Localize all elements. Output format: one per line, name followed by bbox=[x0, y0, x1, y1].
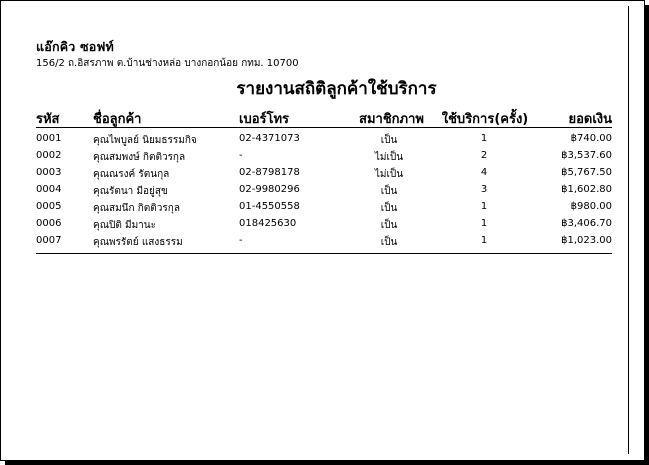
cell-phone: 018425630 bbox=[239, 218, 297, 229]
page-shadow-bottom bbox=[5, 460, 649, 465]
cell-member: เป็น bbox=[380, 135, 398, 146]
table-row bbox=[36, 215, 612, 232]
cell-phone: 01-4550558 bbox=[239, 201, 300, 212]
cell-code: 0006 bbox=[36, 218, 62, 229]
cell-uses: 1 bbox=[480, 218, 488, 229]
table-row bbox=[36, 181, 612, 198]
header-amount: ยอดเงิน bbox=[568, 112, 612, 127]
cell-member: ไม่เป็น bbox=[374, 152, 404, 163]
cell-phone: 02-9980296 bbox=[239, 184, 300, 195]
report-table bbox=[36, 107, 612, 254]
table-header bbox=[36, 107, 612, 126]
cell-code: 0004 bbox=[36, 184, 62, 195]
cell-uses: 1 bbox=[480, 235, 488, 246]
header-uses: ใช้บริการ(ครั้ง) bbox=[441, 112, 529, 127]
table-row bbox=[36, 198, 612, 215]
page-edge-line bbox=[628, 6, 629, 454]
table-row bbox=[36, 130, 612, 147]
table-row bbox=[36, 164, 612, 181]
cell-phone: 02-8798178 bbox=[239, 167, 300, 178]
table-row bbox=[36, 147, 612, 164]
cell-member: ไม่เป็น bbox=[374, 169, 404, 180]
cell-member: เป็น bbox=[380, 237, 398, 248]
cell-amount: ฿3,537.60 bbox=[561, 150, 612, 161]
cell-amount: ฿740.00 bbox=[570, 133, 612, 144]
report-title: รายงานสถิติลูกค้าใช้บริการ bbox=[236, 79, 437, 99]
cell-name: คุณสมนึก กิตติวรกุล bbox=[93, 203, 180, 214]
cell-name: คุณพรรัตย์ แสงธรรม bbox=[93, 237, 183, 248]
cell-amount: ฿5,767.50 bbox=[561, 167, 612, 178]
page-shadow-right bbox=[644, 5, 649, 465]
cell-amount: ฿1,602.80 bbox=[561, 184, 612, 195]
header-member: สมาชิกภาพ bbox=[359, 112, 424, 127]
cell-code: 0003 bbox=[36, 167, 62, 178]
cell-amount: ฿980.00 bbox=[570, 201, 612, 212]
company-address: 156/2 ถ.อิสรภาพ ต.บ้านช่างหล่อ บางกอกน้อย กทม. 10700 bbox=[36, 58, 299, 69]
cell-phone: - bbox=[239, 150, 243, 161]
cell-name: คุณปิติ มีมานะ bbox=[93, 220, 156, 231]
table-row bbox=[36, 232, 612, 249]
table-body bbox=[36, 130, 612, 249]
cell-name: คุณไพบูลย์ นิยมธรรมกิจ bbox=[93, 135, 197, 146]
cell-uses: 2 bbox=[480, 150, 488, 161]
cell-phone: - bbox=[239, 235, 243, 246]
header-name: ชื่อลูกค้า bbox=[93, 112, 142, 127]
cell-member: เป็น bbox=[380, 220, 398, 231]
header-code: รหัส bbox=[36, 112, 60, 127]
cell-amount: ฿1,023.00 bbox=[561, 235, 612, 246]
company-name: แอ๊กคิว ซอฟท์ bbox=[36, 39, 114, 54]
cell-uses: 3 bbox=[480, 184, 488, 195]
cell-phone: 02-4371073 bbox=[239, 133, 300, 144]
cell-code: 0005 bbox=[36, 201, 62, 212]
cell-member: เป็น bbox=[380, 203, 398, 214]
cell-code: 0007 bbox=[36, 235, 62, 246]
cell-code: 0002 bbox=[36, 150, 62, 161]
cell-name: คุณสมพงษ์ กิตติวรกุล bbox=[93, 152, 186, 163]
cell-name: คุณรัตนา มีอยู่สุข bbox=[93, 186, 168, 197]
cell-uses: 1 bbox=[480, 133, 488, 144]
cell-member: เป็น bbox=[380, 186, 398, 197]
cell-amount: ฿3,406.70 bbox=[561, 218, 612, 229]
header-phone: เบอร์โทร bbox=[239, 112, 290, 127]
cell-uses: 4 bbox=[480, 167, 488, 178]
cell-name: คุณณรงค์ รัตนกุล bbox=[93, 169, 170, 180]
cell-code: 0001 bbox=[36, 133, 62, 144]
footer-rule bbox=[36, 253, 612, 254]
cell-uses: 1 bbox=[480, 201, 488, 212]
